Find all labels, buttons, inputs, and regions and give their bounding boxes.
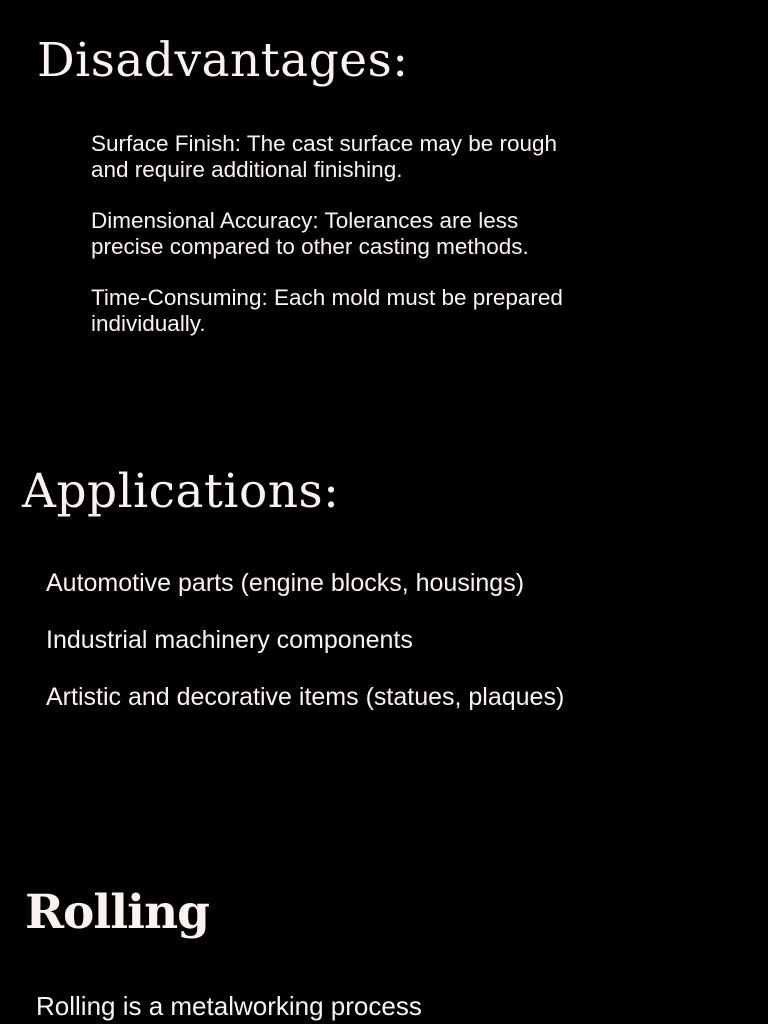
- applications-heading: Applications:: [22, 464, 340, 519]
- applications-list: [46, 569, 566, 740]
- disadvantages-heading: Disadvantages:: [37, 33, 409, 88]
- application-item-artistic: Artistic and decorative items (statues, plaques): [46, 683, 565, 711]
- rolling-heading: Rolling: [25, 885, 210, 940]
- rolling-paragraph: Rolling is a metalworking process: [36, 991, 422, 1021]
- application-item-industrial: Industrial machinery components: [46, 626, 413, 654]
- disadvantage-item-dimensional-accuracy: Dimensional Accuracy: Tolerances are less precise compared to other casting methods.: [91, 208, 529, 259]
- disadvantage-item-time-consuming: Time-Consuming: Each mold must be prepared individually.: [91, 285, 563, 336]
- application-item-automotive: Automotive parts (engine blocks, housings): [46, 569, 525, 597]
- disadvantages-list: [91, 131, 591, 362]
- disadvantage-item-surface-finish: Surface Finish: The cast surface may be rough and require additional finishing.: [91, 131, 558, 182]
